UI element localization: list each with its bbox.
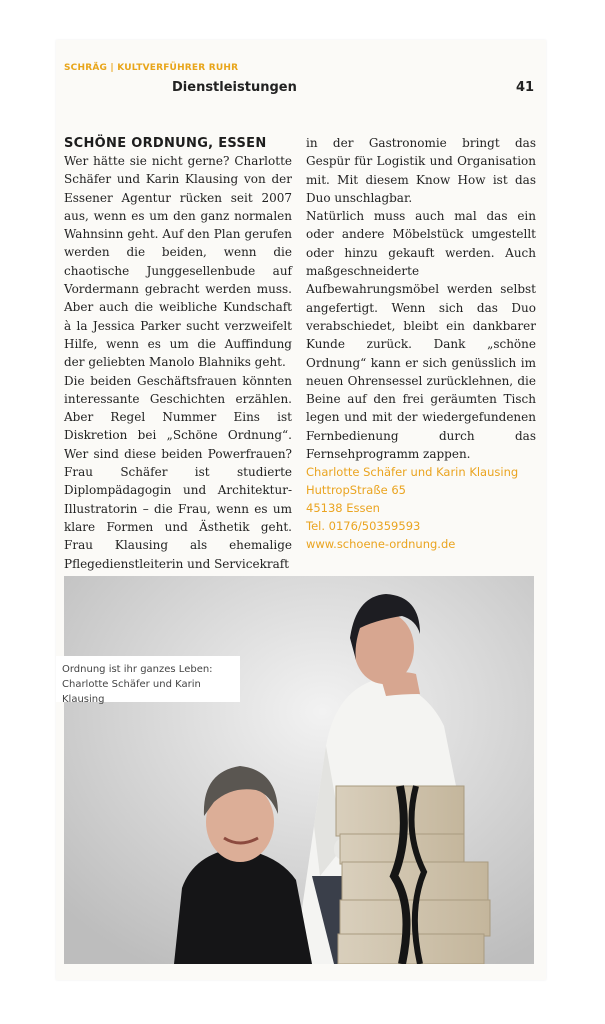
contact-website: www.schoene-ordnung.de	[306, 537, 456, 551]
section-title: Dienstleistungen	[172, 80, 297, 95]
contact-street: HuttropStraße 65	[306, 483, 406, 497]
contact-names: Charlotte Schäfer und Karin Klausing	[306, 465, 519, 479]
portrait-photo	[64, 576, 534, 964]
caption-line: Ordnung ist ihr ganzes Leben:	[62, 664, 213, 675]
series-kicker: SCHRÄG | KULTVERFÜHRER RUHR	[64, 63, 239, 73]
article-title: SCHÖNE ORDNUNG, ESSEN	[64, 136, 267, 151]
paragraph: in der Gastronomie bringt das Gespür für Logistik und Organisation mit. Mit diesem Know How ist das Duo unschlagbar.	[306, 136, 536, 205]
caption-line: Charlotte Schäfer und Karin Klausing	[62, 679, 201, 705]
contact-phone: Tel. 0176/50359593	[306, 519, 421, 533]
contact-block	[306, 463, 518, 553]
paragraph: Die beiden Geschäftsfrauen könnten interessante Geschichten erzählen. Aber Regel Nummer Eins ist Diskretion bei „Schöne Ordnung“. Wer sind diese beiden Powerfrauen? Frau Schäfer ist studierte Diplompädagogin und Architektur-Illustratorin – die Frau, wenn es um klare Formen und Ästhetik geht. Frau Klausing als ehemalige Pflegedienstleiterin und Servicekraft	[64, 373, 292, 571]
photo-caption	[56, 656, 240, 705]
article-column-left	[64, 152, 292, 573]
paragraph: Wer hätte sie nicht gerne? Charlotte Schäfer und Karin Klausing von der Essener Agentur rücken seit 2007 aus, wenn es um den ganz normalen Wahnsinn geht. Auf den Plan gerufen werden die beiden, wenn die chaotische Junggesellenbude auf Vordermann gebracht werden muss. Aber auch die weibliche Kundschaft à la Jessica Parker sucht verzweifelt Hilfe, wenn es um die Auffindung der geliebten Manolo Blahniks geht.	[64, 154, 292, 370]
contact-city: 45138 Essen	[306, 501, 380, 515]
article-column-right	[306, 134, 536, 463]
paragraph: Natürlich muss auch mal das ein oder andere Möbelstück umgestellt oder hinzu gekauft werden. Auch maßgeschneiderte Aufbewahrungsmöbel werden selbst angefertigt. Wenn sich das Duo verabschiedet, bleibt ein dankbarer Kunde zurück. Dank „schöne Ordnung“ kann er sich genüsslich im neuen Ohrensessel zurücklehnen, die Beine auf den frei geräumten Tisch legen und mit der wiedergefundenen Fernbedienung durch das Fernsehprogramm zappen.	[306, 209, 536, 462]
page-number: 41	[516, 80, 535, 95]
